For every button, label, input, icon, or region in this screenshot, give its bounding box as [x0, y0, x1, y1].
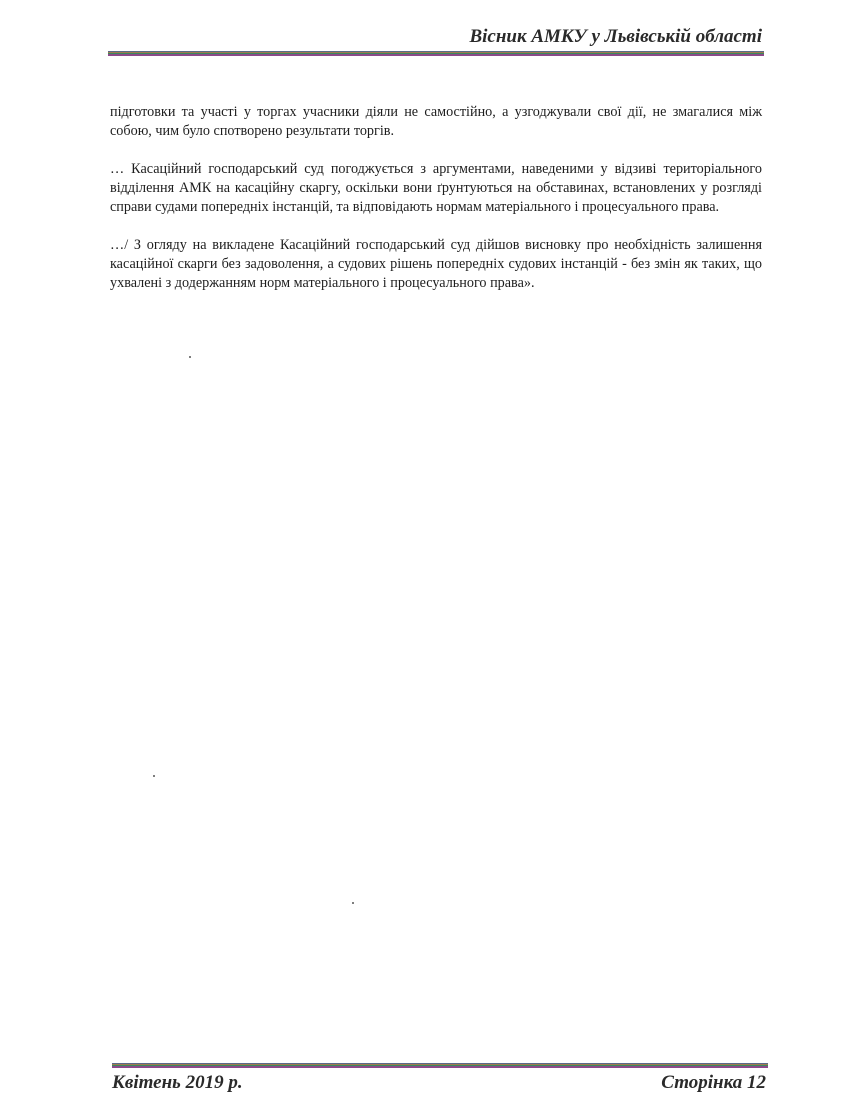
scan-speck — [153, 775, 155, 777]
header-title: Вісник АМКУ у Львівській області — [469, 26, 762, 47]
header-divider — [108, 51, 764, 56]
document-body — [110, 103, 762, 312]
scan-speck — [189, 356, 191, 358]
footer-page-number: Сторінка 12 — [661, 1072, 766, 1093]
paragraph-2: … Касаційний господарський суд погоджується з аргументами, наведеними у відзиві територіального відділення АМК на касаційну скаргу, оскільки вони ґрунтуються на обставинах, встановлених у розгляді справи судами попередніх інстанцій, та відповідають нормам матеріального і процесуального права. — [110, 161, 762, 215]
footer-divider — [112, 1063, 768, 1068]
footer-date: Квітень 2019 р. — [112, 1072, 243, 1093]
paragraph-1: підготовки та участі у торгах учасники діяли не самостійно, а узгоджували свої дії, не змагалися між собою, чим було спотворено результати торгів. — [110, 104, 762, 139]
paragraph-3: …/ З огляду на викладене Касаційний господарський суд дійшов висновку про необхідність залишення касаційної скарги без задоволення, а судових рішень попередніх судових інстанцій - без змін як таких, що ухвалені з додержанням норм матеріального і процесуального права». — [110, 237, 762, 291]
scan-speck — [352, 902, 354, 904]
